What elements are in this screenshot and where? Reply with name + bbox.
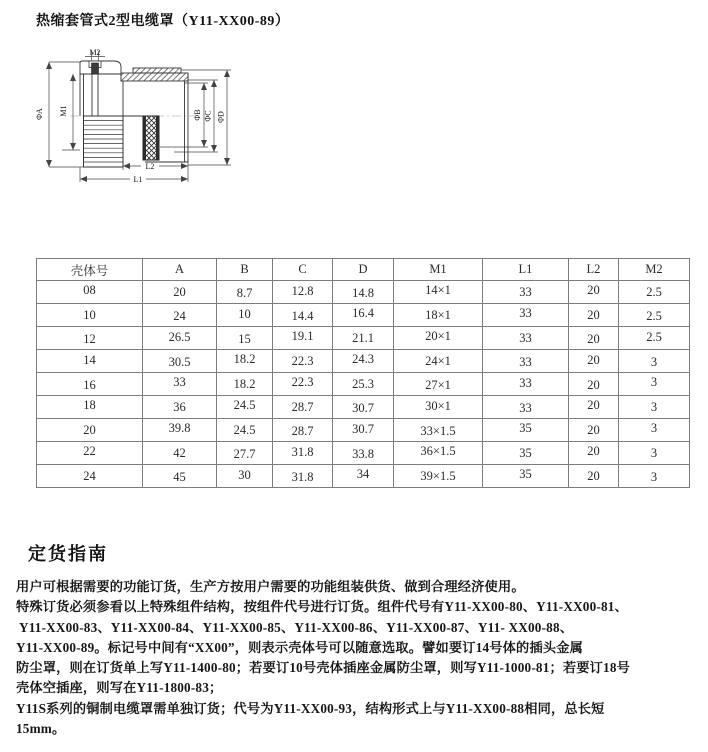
guide-paragraph-line: 15mm。 bbox=[16, 721, 66, 737]
dim-label-l2: L2 bbox=[145, 162, 155, 171]
dim-label-m1: M1 bbox=[59, 105, 68, 117]
table-cell: 3 bbox=[619, 350, 690, 373]
table-cell: 2.5 bbox=[619, 304, 690, 327]
ordering-guide-heading: 定货指南 bbox=[28, 544, 108, 564]
table-row bbox=[37, 442, 690, 465]
table-cell: 16 bbox=[37, 373, 143, 396]
table-cell: 3 bbox=[619, 419, 690, 442]
table-cell: 36×1.5 bbox=[394, 442, 483, 465]
table-cell: 35 bbox=[483, 442, 569, 465]
table-body bbox=[37, 281, 690, 488]
dim-label-l1: L1 bbox=[133, 175, 143, 184]
table-cell: 30.7 bbox=[333, 396, 394, 419]
table-cell: 20 bbox=[569, 304, 619, 327]
table-cell: 3 bbox=[619, 396, 690, 419]
left-body bbox=[80, 74, 121, 116]
table-row bbox=[37, 465, 690, 488]
table-cell: 14 bbox=[37, 350, 143, 373]
table-row bbox=[37, 396, 690, 419]
table-cell: 24×1 bbox=[394, 350, 483, 373]
table-cell: 31.8 bbox=[273, 465, 333, 488]
table-cell: 22 bbox=[37, 442, 143, 465]
knurl-section bbox=[84, 116, 124, 167]
table-cell: 45 bbox=[143, 465, 217, 488]
table-cell: 20 bbox=[569, 442, 619, 465]
table-cell: 39×1.5 bbox=[394, 465, 483, 488]
table-cell: 2.5 bbox=[619, 281, 690, 304]
table-cell: 20 bbox=[143, 281, 217, 304]
dimension-phi-b bbox=[160, 83, 208, 147]
table-cell: 39.8 bbox=[143, 419, 217, 442]
table-row bbox=[37, 373, 690, 396]
column-header: L2 bbox=[569, 259, 619, 281]
table-cell: 26.5 bbox=[143, 327, 217, 350]
shrink-tube-mesh bbox=[143, 116, 159, 160]
table-cell: 31.8 bbox=[273, 442, 333, 465]
table-cell: 33.8 bbox=[333, 442, 394, 465]
page-title: 热缩套管式2型电缆罩（Y11-XX00-89） bbox=[36, 14, 290, 29]
table-row bbox=[37, 304, 690, 327]
guide-paragraph-line: 壳体空插座，则写在Y11-1800-83； bbox=[16, 680, 223, 696]
table-cell: 18.2 bbox=[217, 373, 273, 396]
table-cell: 12 bbox=[37, 327, 143, 350]
dimension-m1 bbox=[59, 74, 80, 150]
table-row bbox=[37, 350, 690, 373]
dimension-table bbox=[36, 258, 690, 488]
table-cell: 16.4 bbox=[333, 304, 394, 327]
table-cell: 33 bbox=[483, 396, 569, 419]
table-cell: 24.3 bbox=[333, 350, 394, 373]
table-cell: 20 bbox=[569, 373, 619, 396]
table-cell: 20 bbox=[569, 281, 619, 304]
m2-stud bbox=[92, 63, 99, 74]
table-cell: 15 bbox=[217, 327, 273, 350]
table-cell: 2.5 bbox=[619, 327, 690, 350]
table-cell: 08 bbox=[37, 281, 143, 304]
table-cell: 33 bbox=[483, 350, 569, 373]
table-row bbox=[37, 419, 690, 442]
table-cell: 35 bbox=[483, 465, 569, 488]
table-cell: 25.3 bbox=[333, 373, 394, 396]
table-cell: 28.7 bbox=[273, 419, 333, 442]
column-header: L1 bbox=[483, 259, 569, 281]
guide-paragraph-line: 特殊订货必须参看以上特殊组件结构，按组件代号进行订货。组件代号有Y11-XX00-80、Y11-XX00-81、 bbox=[16, 599, 628, 615]
table-cell: 20 bbox=[569, 327, 619, 350]
table-cell: 18 bbox=[37, 396, 143, 419]
dim-label-phi-c: ΦC bbox=[203, 110, 213, 122]
cable-cover-section-drawing bbox=[34, 48, 249, 203]
table-cell: 18×1 bbox=[394, 304, 483, 327]
table-cell: 30 bbox=[217, 465, 273, 488]
table-cell: 14.8 bbox=[333, 281, 394, 304]
table-cell: 20×1 bbox=[394, 327, 483, 350]
table-cell: 14×1 bbox=[394, 281, 483, 304]
table-cell: 36 bbox=[143, 396, 217, 419]
column-header: M1 bbox=[394, 259, 483, 281]
table-cell: 3 bbox=[619, 465, 690, 488]
table-cell: 24.5 bbox=[217, 396, 273, 419]
table-cell: 42 bbox=[143, 442, 217, 465]
guide-paragraph-line: Y11-XX00-83、Y11-XX00-84、Y11-XX00-85、Y11-XX00-86、Y11-XX00-87、Y11- XX00-88、 bbox=[16, 619, 574, 635]
table-cell: 27.7 bbox=[217, 442, 273, 465]
table-cell: 21.1 bbox=[333, 327, 394, 350]
table-cell: 24 bbox=[37, 465, 143, 488]
table-cell: 22.3 bbox=[273, 350, 333, 373]
guide-paragraph-line: 防尘罩，则在订货单上写Y11-1400-80；若要订10号壳体插座金属防尘罩，则写Y11-1000-81；若要订18号 bbox=[16, 660, 631, 676]
guide-paragraph-line: Y11-XX00-89。标记号中间有“XX00”，则表示壳体号可以随意选取。譬如要订14号体的插头金属 bbox=[16, 639, 583, 655]
table-cell: 19.1 bbox=[273, 327, 333, 350]
table-cell: 10 bbox=[217, 304, 273, 327]
table-cell: 24.5 bbox=[217, 419, 273, 442]
table-cell: 24 bbox=[143, 304, 217, 327]
table-cell: 10 bbox=[37, 304, 143, 327]
table-cell: 33 bbox=[483, 373, 569, 396]
table-cell: 27×1 bbox=[394, 373, 483, 396]
table-cell: 20 bbox=[569, 396, 619, 419]
column-header: A bbox=[143, 259, 217, 281]
technical-drawing bbox=[34, 48, 249, 203]
table-cell: 8.7 bbox=[217, 281, 273, 304]
dimension-l2 bbox=[123, 162, 188, 171]
cover-top-bump bbox=[133, 68, 181, 73]
dim-label-phi-d: ΦD bbox=[216, 111, 226, 123]
table-cell: 33 bbox=[143, 373, 217, 396]
table-cell: 30×1 bbox=[394, 396, 483, 419]
cap-section bbox=[80, 61, 121, 74]
table-header-row bbox=[37, 259, 690, 281]
table-cell: 33×1.5 bbox=[394, 419, 483, 442]
table-row bbox=[37, 327, 690, 350]
table-cell: 33 bbox=[483, 327, 569, 350]
column-header: D bbox=[333, 259, 394, 281]
table-cell: 35 bbox=[483, 419, 569, 442]
column-header: 壳体号 bbox=[37, 259, 143, 281]
dim-label-phi-a: ΦA bbox=[35, 108, 44, 120]
table-cell: 20 bbox=[37, 419, 143, 442]
table-cell: 20 bbox=[569, 350, 619, 373]
table-cell: 3 bbox=[619, 442, 690, 465]
table-cell: 12.8 bbox=[273, 281, 333, 304]
dim-label-m2: M2 bbox=[89, 48, 101, 57]
table-cell: 30.7 bbox=[333, 419, 394, 442]
column-header: C bbox=[273, 259, 333, 281]
column-header: M2 bbox=[619, 259, 690, 281]
table-cell: 22.3 bbox=[273, 373, 333, 396]
table-cell: 3 bbox=[619, 373, 690, 396]
table-cell: 18.2 bbox=[217, 350, 273, 373]
table-cell: 20 bbox=[569, 419, 619, 442]
guide-paragraph-line: Y11S系列的铜制电缆罩需单独订货；代号为Y11-XX00-93，结构形式上与Y11-XX00-88相同，总长短 bbox=[16, 700, 605, 716]
column-header: B bbox=[217, 259, 273, 281]
guide-paragraph-line: 用户可根据需要的功能订货，生产方按用户需要的功能组装供货、做到合理经济使用。 bbox=[16, 579, 525, 594]
table-cell: 30.5 bbox=[143, 350, 217, 373]
dim-label-phi-b: ΦB bbox=[193, 109, 202, 121]
table-cell: 20 bbox=[569, 465, 619, 488]
table-cell: 28.7 bbox=[273, 396, 333, 419]
dimension-m2 bbox=[85, 48, 105, 61]
table-row bbox=[37, 281, 690, 304]
table-cell: 14.4 bbox=[273, 304, 333, 327]
table-cell: 33 bbox=[483, 304, 569, 327]
ordering-guide-text bbox=[16, 577, 706, 739]
table-cell: 34 bbox=[333, 465, 394, 488]
table-cell: 33 bbox=[483, 281, 569, 304]
cover-top-band bbox=[121, 73, 188, 81]
